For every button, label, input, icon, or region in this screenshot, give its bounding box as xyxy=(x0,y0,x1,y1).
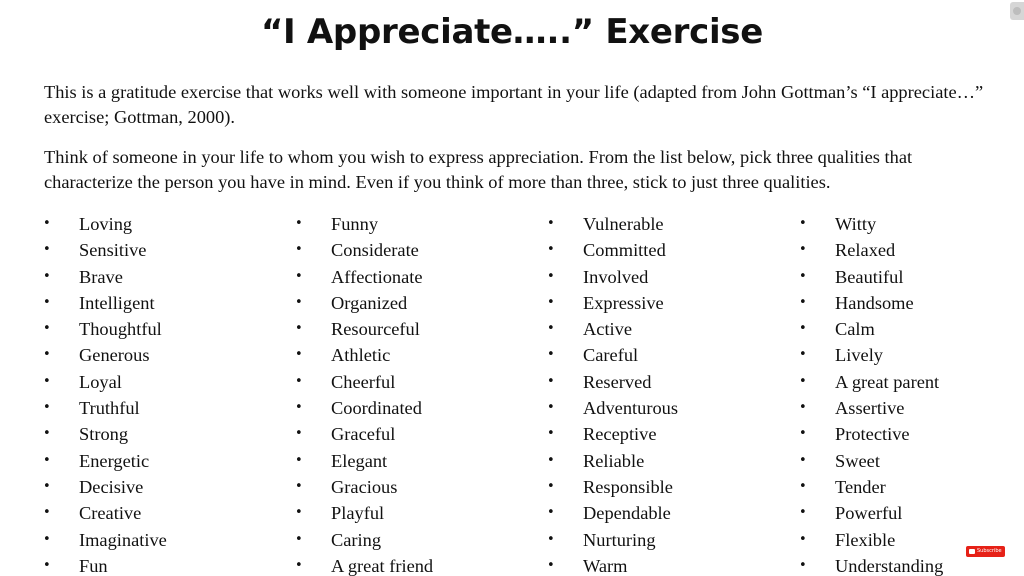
instructions-paragraph: Think of someone in your life to whom you wish to express appreciation. From the list below, pick three qualities that characterize the person you have in mind. Even if you think of more than three, stick to just three qualities. xyxy=(44,147,913,192)
quality-label: Intelligent xyxy=(79,292,155,313)
intro-paragraph: This is a gratitude exercise that works well with someone important in your life (adapted from John Gottman’s “I appreciate…” exercise; Gottman, 2000). xyxy=(44,82,984,127)
quality-label: Considerate xyxy=(331,240,419,261)
quality-label: Cheerful xyxy=(331,371,396,392)
bullet-icon: • xyxy=(43,557,51,573)
quality-label: Calm xyxy=(835,319,875,340)
quality-label: Responsible xyxy=(583,476,673,497)
quality-label: Vulnerable xyxy=(583,214,664,234)
page-title: “I Appreciate…..” Exercise xyxy=(260,12,764,52)
bullet-icon: • xyxy=(295,373,303,389)
bullet-icon: • xyxy=(547,268,555,284)
bullet-icon: • xyxy=(799,400,807,416)
quality-label: Loyal xyxy=(79,371,122,392)
quality-label: Coordinated xyxy=(331,398,422,419)
bullet-icon: • xyxy=(295,426,303,442)
quality-label: Witty xyxy=(835,214,877,234)
bullet-icon: • xyxy=(295,531,303,547)
bullet-icon: • xyxy=(547,347,555,363)
quality-label: Resourceful xyxy=(331,319,420,340)
subscribe-label: Subscribe xyxy=(977,548,1002,554)
bullet-icon: • xyxy=(295,452,303,468)
quality-label: A great parent xyxy=(835,371,940,392)
quality-label: Playful xyxy=(331,503,385,524)
bullet-icon: • xyxy=(43,216,51,231)
bullet-icon: • xyxy=(43,373,51,389)
bullet-icon: • xyxy=(295,478,303,494)
quality-label: Understanding xyxy=(835,555,944,576)
bullet-icon: • xyxy=(547,505,555,521)
quality-label: Careful xyxy=(583,345,639,366)
bullet-icon: • xyxy=(295,294,303,310)
bullet-icon: • xyxy=(547,400,555,416)
quality-label: Sensitive xyxy=(79,240,147,261)
quality-label: Thoughtful xyxy=(79,319,162,340)
quality-label: Warm xyxy=(583,555,628,576)
bullet-icon: • xyxy=(547,294,555,310)
quality-label: Truthful xyxy=(79,398,140,419)
quality-label: Powerful xyxy=(835,503,903,524)
bullet-icon: • xyxy=(547,373,555,389)
quality-label: Graceful xyxy=(331,424,396,445)
quality-label: Creative xyxy=(79,503,142,524)
quality-label: Funny xyxy=(331,214,379,234)
bullet-icon: • xyxy=(295,216,303,231)
bullet-icon: • xyxy=(799,505,807,521)
youtube-play-icon xyxy=(969,549,975,554)
quality-label: Relaxed xyxy=(835,240,896,261)
quality-label: Imaginative xyxy=(79,529,167,550)
quality-label: Dependable xyxy=(583,503,671,524)
bullet-icon: • xyxy=(295,557,303,573)
bullet-icon: • xyxy=(43,242,51,258)
bullet-icon: • xyxy=(799,294,807,310)
bullet-icon: • xyxy=(43,505,51,521)
bullet-icon: • xyxy=(43,531,51,547)
bullet-icon: • xyxy=(547,242,555,258)
bullet-icon: • xyxy=(43,321,51,337)
quality-label: Gracious xyxy=(331,476,398,497)
bullet-icon: • xyxy=(799,321,807,337)
bullet-icon: • xyxy=(799,268,807,284)
quality-label: Sweet xyxy=(835,450,880,471)
quality-label: Handsome xyxy=(835,292,914,313)
quality-label: Fun xyxy=(79,555,108,576)
quality-label: Elegant xyxy=(331,450,388,471)
bullet-icon: • xyxy=(43,400,51,416)
bullet-icon: • xyxy=(799,557,807,573)
quality-label: Tender xyxy=(835,476,886,497)
quality-label: Involved xyxy=(583,266,649,287)
quality-label: Brave xyxy=(79,266,123,287)
bullet-icon: • xyxy=(799,242,807,258)
bullet-icon: • xyxy=(547,426,555,442)
quality-label: Adventurous xyxy=(583,398,679,419)
bullet-icon: • xyxy=(547,531,555,547)
quality-label: Organized xyxy=(331,292,408,313)
bullet-icon: • xyxy=(43,426,51,442)
bullet-icon: • xyxy=(799,478,807,494)
quality-label: Strong xyxy=(79,424,129,445)
bullet-icon: • xyxy=(547,321,555,337)
channel-avatar-icon[interactable] xyxy=(1010,2,1024,20)
bullet-icon: • xyxy=(295,400,303,416)
bullet-icon: • xyxy=(799,452,807,468)
bullet-icon: • xyxy=(295,347,303,363)
quality-label: Active xyxy=(583,319,633,340)
quality-label: Energetic xyxy=(79,450,150,471)
bullet-icon: • xyxy=(547,216,555,231)
quality-label: Nurturing xyxy=(583,529,656,550)
quality-label: Protective xyxy=(835,424,910,445)
bullet-icon: • xyxy=(799,531,807,547)
bullet-icon: • xyxy=(547,557,555,573)
bullet-icon: • xyxy=(43,347,51,363)
quality-label: Decisive xyxy=(79,476,144,497)
quality-label: Assertive xyxy=(835,398,905,419)
quality-label: A great friend xyxy=(331,555,434,576)
bullet-icon: • xyxy=(799,216,807,231)
bullet-icon: • xyxy=(43,478,51,494)
bullet-icon: • xyxy=(43,452,51,468)
bullet-icon: • xyxy=(295,321,303,337)
bullet-icon: • xyxy=(43,268,51,284)
bullet-icon: • xyxy=(295,242,303,258)
bullet-icon: • xyxy=(547,478,555,494)
quality-label: Reliable xyxy=(583,450,645,471)
quality-label: Receptive xyxy=(583,424,657,445)
quality-label: Reserved xyxy=(583,371,652,392)
quality-label: Generous xyxy=(79,345,150,366)
quality-label: Caring xyxy=(331,529,382,550)
bullet-icon: • xyxy=(295,505,303,521)
quality-label: Lively xyxy=(835,345,884,366)
quality-label: Loving xyxy=(79,214,133,234)
bullet-icon: • xyxy=(799,347,807,363)
bullet-icon: • xyxy=(547,452,555,468)
bullet-icon: • xyxy=(43,294,51,310)
quality-label: Affectionate xyxy=(331,266,423,287)
subscribe-button[interactable] xyxy=(966,546,1005,557)
quality-label: Expressive xyxy=(583,292,664,313)
quality-label: Athletic xyxy=(331,345,391,366)
bullet-icon: • xyxy=(799,426,807,442)
bullet-icon: • xyxy=(799,373,807,389)
quality-label: Beautiful xyxy=(835,266,904,287)
quality-label: Committed xyxy=(583,240,666,261)
quality-label: Flexible xyxy=(835,529,896,550)
bullet-icon: • xyxy=(295,268,303,284)
